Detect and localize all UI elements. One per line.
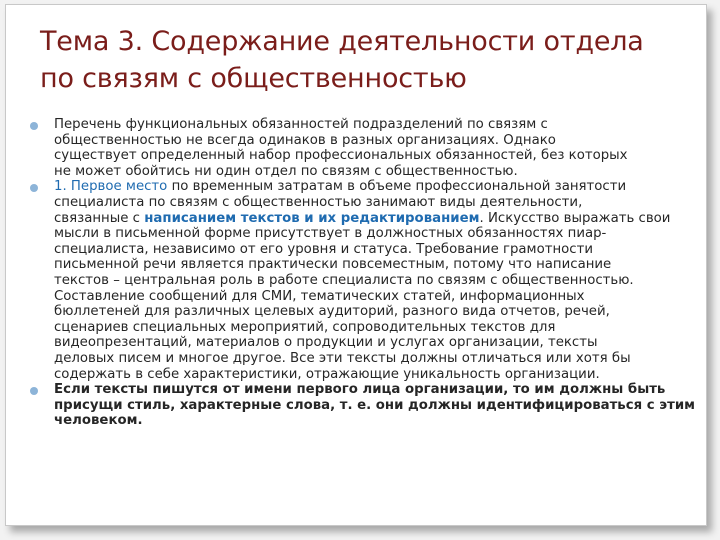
bullet-dot-icon bbox=[30, 387, 38, 395]
text-line: общественностью не всегда одинаков в разных организациях. Однако bbox=[54, 132, 556, 148]
bullet-list bbox=[30, 117, 706, 429]
bullet-text bbox=[54, 382, 706, 429]
text-line: мысли в письменной форме присутствует в должностных обязанностях пиар- bbox=[54, 226, 607, 242]
text-line: текстов – центральная роль в работе специалиста по связям с общественностью. bbox=[54, 272, 634, 288]
text-line: Перечень функциональных обязанностей подразделений по связям с bbox=[54, 117, 548, 132]
highlight-writing-texts: написанием текстов и их редактированием bbox=[144, 210, 480, 226]
text-line: существует определенный набор профессиональных обязанностей, без которых bbox=[54, 148, 628, 164]
text-line: содержать в себе характеристики, отражающие уникальность организации. bbox=[54, 366, 600, 382]
text-line: человеком. bbox=[54, 413, 143, 429]
text-line: сценариев специальных мероприятий, сопроводительных текстов для bbox=[54, 319, 556, 335]
bullet-item-duties-list bbox=[30, 117, 706, 179]
bullet-item-first-person bbox=[30, 382, 706, 429]
bullet-dot-icon bbox=[30, 184, 38, 192]
text-line bbox=[54, 179, 706, 195]
text-line bbox=[54, 211, 706, 227]
highlight-first-place: 1. Первое место bbox=[54, 179, 168, 195]
text-line: письменной речи является практически повсеместным, потому что написание bbox=[54, 257, 612, 273]
bullet-text bbox=[54, 179, 706, 382]
title-line: по связям с общественностью bbox=[40, 63, 467, 94]
text-line: присущи стиль, характерные слова, т. е. они должны идентифицироваться с этим bbox=[54, 397, 696, 413]
slide bbox=[5, 4, 707, 526]
bullet-item-first-place bbox=[30, 179, 706, 382]
bullet-dot-icon bbox=[30, 122, 38, 130]
text-line: Если тексты пишутся от имени первого лица организации, то им должны быть bbox=[54, 382, 666, 398]
text-line: специалиста, независимо от его уровня и статуса. Требование грамотности bbox=[54, 241, 593, 257]
bullet-text bbox=[54, 117, 706, 179]
text-fragment: . Искусство выражать свои bbox=[479, 210, 671, 226]
text-line: бюллетеней для различных целевых аудиторий, разного вида отчетов, речей, bbox=[54, 304, 610, 320]
title-line: Тема 3. Содержание деятельности отдела bbox=[40, 26, 644, 57]
text-line: не может обойтись ни один отдел по связям с общественностью. bbox=[54, 163, 518, 179]
text-line: Составление сообщений для СМИ, тематических статей, информационных bbox=[54, 288, 585, 304]
text-fragment: связанные с bbox=[54, 210, 140, 226]
text-fragment: по временным затратам в объеме профессиональной занятости bbox=[171, 179, 627, 195]
text-line: видеопрезентаций, материалов о продукции и услугах организации, тексты bbox=[54, 335, 598, 351]
text-line: специалиста по связям с общественностью занимают виды деятельности, bbox=[54, 194, 583, 210]
slide-title bbox=[40, 23, 700, 97]
text-line: деловых писем и многое другое. Все эти тексты должны отличаться или хотя бы bbox=[54, 350, 631, 366]
